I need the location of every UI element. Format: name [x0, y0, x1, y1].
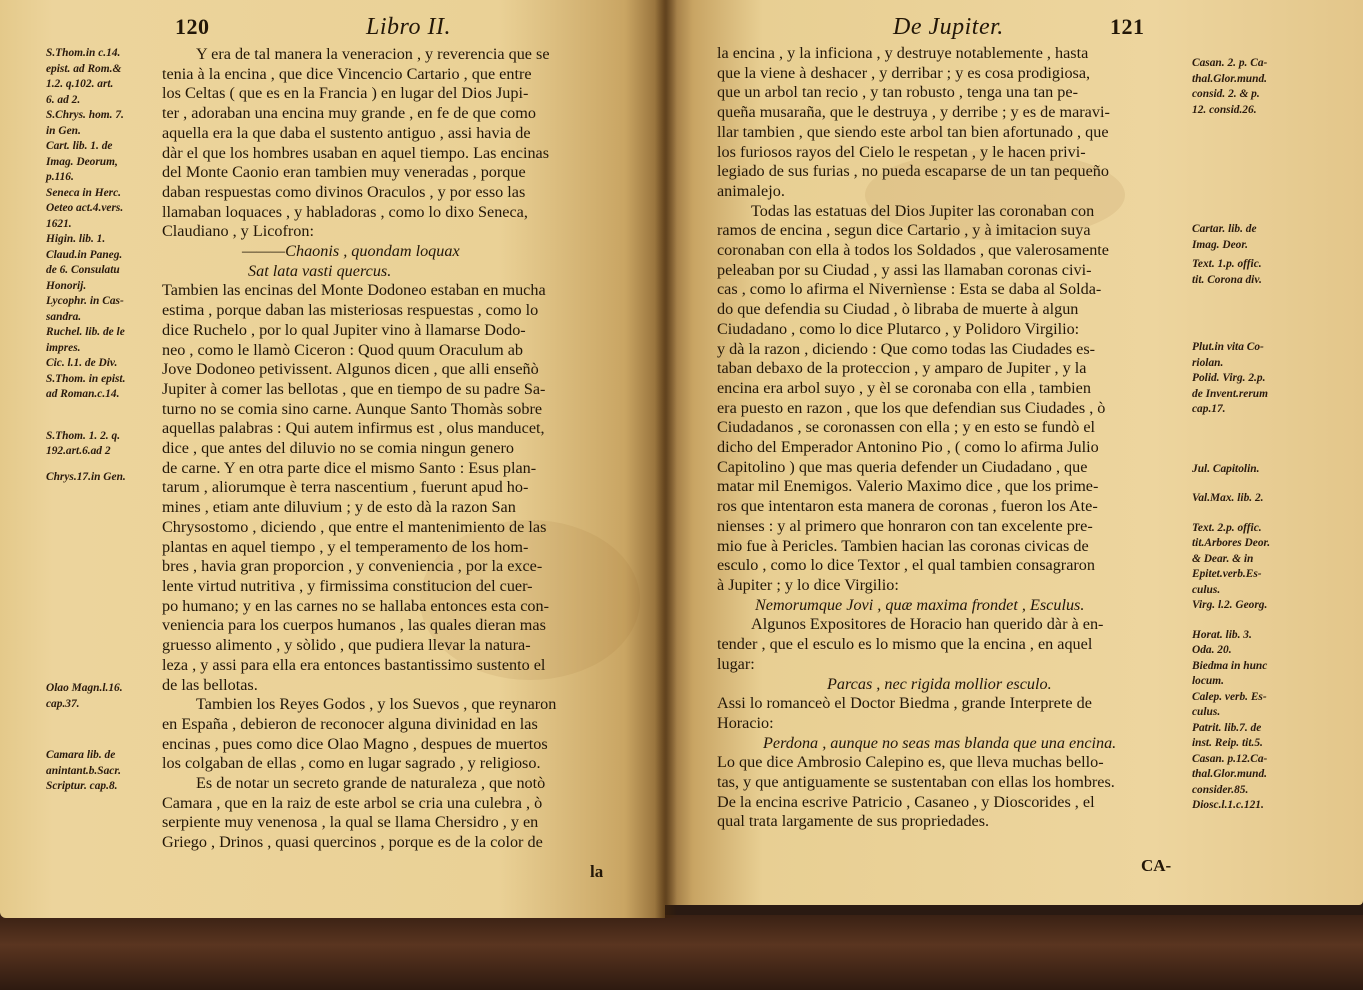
margin-note — [46, 356, 156, 372]
text-line: po humano; y en las carnes no se hallaba entonces esta con- — [162, 596, 550, 615]
margin-note-line: 1621. — [46, 217, 72, 230]
margin-note-line: sandra. — [46, 310, 82, 323]
text-line: ramos de encina , segun dice Cartario , y à imitacion suya — [717, 221, 1091, 240]
margin-note-line: Val.Max. lib. 2. — [1192, 492, 1264, 504]
text-line: queña musaraña, que le destruya , y derribe ; y es de maravi- — [717, 103, 1110, 122]
text-line: tender , que el esculo es lo mismo que la encina , en aquel — [717, 635, 1093, 654]
text-line: tarum , aliorumque è terra nascentium , fuerunt apud ho- — [162, 478, 529, 497]
right-body-text — [717, 44, 1187, 832]
margin-note-line: S.Thom. 1. 2. q. — [46, 429, 121, 442]
text-line: coronaban con ella à todos los Soldados , que valerosamente — [717, 241, 1109, 260]
text-line: mines , etiam ante diluvium ; y de esto dà la razon San — [162, 498, 516, 517]
text-line: turno no se comia sino carne. Aunque Santo Thomàs sobre — [162, 399, 543, 418]
text-line: era puesto en razon , que los que defendian sus Ciudades , ò — [717, 398, 1106, 417]
text-line: aquellas palabras : Qui autem infirmus est , olus manducet, — [162, 419, 545, 438]
margin-note — [46, 748, 156, 795]
margin-note — [1192, 491, 1304, 507]
margin-note-line: de 6. Consulatu — [46, 264, 120, 276]
text-line: legiado de sus furias , no pueda escaparse de un tan pequeño — [717, 162, 1109, 181]
margin-note — [46, 186, 156, 233]
margin-note-line: Horat. lib. 3. — [1192, 628, 1252, 641]
text-line: Camara , que en la raiz de este arbol se cria una culebra , ò — [162, 793, 543, 812]
margin-note-line: S.Thom. in epist. — [46, 372, 126, 385]
text-line: Chrysostomo , diciendo , que entre el mantenimiento de las — [162, 517, 547, 536]
text-line: dice , que antes del diluvio no se comia ningun genero — [162, 439, 514, 458]
text-line: taban debaxo de la proteccion , y amparo de Jupiter , y la — [717, 359, 1087, 378]
text-line: Sat lata vasti quercus. — [248, 261, 392, 280]
margin-note-line: culus. — [1192, 706, 1221, 718]
right-page-number — [1110, 14, 1145, 41]
margin-note-line: Cic. l.1. de Div. — [46, 357, 118, 369]
margin-note-line: consider.85. — [1192, 783, 1249, 796]
margin-note-line: tit.Arbores Deor. — [1192, 537, 1271, 549]
text-line: De la encina escrive Patricio , Casaneo , y Dioscorides , el — [717, 792, 1095, 811]
margin-note-line: Cart. lib. 1. de — [46, 140, 113, 152]
margin-note — [46, 108, 156, 139]
margin-note-line: Claud.in Paneg. — [46, 248, 123, 261]
margin-note-line: Oda. 20. — [1192, 644, 1232, 656]
text-line: ter , adoraban una encina muy grande , en fe de que como — [162, 104, 536, 123]
text-line: en España , debieron de reconocer alguna divinidad en las — [162, 714, 538, 733]
margin-note — [46, 248, 156, 295]
text-line: de carne. Y en otra parte dice el mismo Santo : Esus plan- — [162, 458, 537, 477]
text-line: Assi lo romanceò el Doctor Biedma , grande Interprete de — [717, 694, 1092, 713]
text-line: llar tambien , que siendo este arbol tan bien afortunado , que — [717, 122, 1109, 141]
margin-note-line: anintant.b.Sacr. — [46, 764, 122, 777]
text-line: serpiente muy venenosa , la qual se llama Chersidro , y en — [162, 813, 539, 832]
margin-note-line: Seneca in Herc. — [46, 186, 121, 199]
left-page-number — [175, 14, 210, 41]
text-line: estima , porque daban las misteriosas respuestas , como lo — [162, 301, 539, 320]
margin-note-line: tit. Corona div. — [1192, 273, 1262, 286]
text-line: Lo que dice Ambrosio Calepino es, que lleva muchas bello- — [717, 753, 1104, 772]
margin-note-line: 1.2. q.102. art. — [46, 78, 114, 90]
margin-note-line: thal.Glor.mund. — [1192, 72, 1268, 85]
margin-note-line: ad Roman.c.14. — [46, 388, 120, 400]
text-line: Ciudadanos , se coronassen con ella ; y en esto se fundò el — [717, 418, 1096, 437]
text-line: matar mil Enemigos. Valerio Maximo dice , que los prime- — [717, 477, 1099, 496]
margin-note — [46, 46, 156, 108]
margin-note — [1192, 340, 1304, 371]
margin-note-line: Patrit. lib.7. de — [1192, 721, 1262, 734]
text-line: daban respuestas como divinos Oraculos , y por esso las — [162, 182, 526, 201]
text-line: los Celtas ( que es en la Francia ) en lugar del Dios Jupi- — [162, 84, 529, 103]
text-line: Ciudadano , como lo dice Plutarco , y Polidoro Virgilio: — [717, 319, 1080, 338]
margin-note-line: Chrys.17.in Gen. — [46, 470, 126, 483]
text-line: lente virtud nutritiva , y firmissima constitucion del cuer- — [162, 576, 533, 595]
right-page — [665, 0, 1363, 905]
margin-note — [1192, 521, 1304, 599]
text-line: dicho del Emperador Antonino Pio , ( como lo afirma Julio — [717, 438, 1099, 457]
margin-note-line: cap.37. — [46, 697, 80, 710]
margin-note-line: Virg. l.2. Georg. — [1192, 599, 1268, 611]
margin-note-line: cap.17. — [1192, 403, 1226, 415]
margin-note-line: Casan. p.12.Ca- — [1192, 752, 1268, 765]
text-line: à Jupiter ; y lo dice Virgilio: — [717, 575, 899, 594]
left-margin-notes — [46, 46, 156, 795]
margin-note-line: 192.art.6.ad 2 — [46, 445, 111, 457]
text-line: tenia à la encina , que dice Vincencio Cartario , que entre — [162, 64, 532, 83]
margin-note-line: thal.Glor.mund. — [1192, 768, 1268, 780]
page-number: 120 — [175, 14, 210, 39]
left-running-head: Libro II. — [366, 14, 451, 40]
text-line: leza , y assi para ella era entonces bastantissimo sustento el — [162, 655, 546, 674]
margin-note — [46, 372, 156, 403]
margin-note-line: p.116. — [46, 171, 74, 183]
text-line: gruesso alimento , y sòlido , que pudiera llevar la natura- — [162, 636, 531, 655]
margin-note-line: Camara lib. de — [46, 749, 116, 761]
margin-note — [46, 429, 156, 460]
margin-note — [1192, 752, 1304, 799]
text-line: Jupiter à comer las bellotas , que en tiempo de su padre Sa- — [162, 379, 546, 398]
margin-note — [1192, 690, 1304, 721]
margin-note — [1192, 659, 1304, 690]
text-line: y dà la razon , diciendo : Que como todas las Ciudades es- — [717, 339, 1096, 358]
text-line: encinas , pues como dice Olao Magno , despues de muertos — [162, 734, 548, 753]
text-line: lugar: — [717, 654, 755, 673]
margin-note-line: 6. ad 2. — [46, 93, 81, 106]
margin-note-line: Plut.in vita Co- — [1192, 341, 1264, 353]
text-line: Todas las estatuas del Dios Jupiter las coronaban con — [751, 201, 1095, 220]
text-line: Capitolino ) que mas queria defender un Ciudadano , que — [717, 457, 1088, 476]
margin-note-line: Jul. Capitolin. — [1192, 462, 1260, 475]
text-line: Tambien los Reyes Godos , y los Suevos , que reynaron — [196, 695, 557, 714]
margin-note-line: Higin. lib. 1. — [46, 233, 106, 245]
table-surface — [0, 915, 1363, 990]
margin-note-line: S.Thom.in c.14. — [46, 47, 121, 59]
text-line: de las bellotas. — [162, 675, 258, 694]
margin-note-line: Diosc.l.1.c.121. — [1192, 799, 1264, 811]
margin-note-line: Biedma in hunc — [1192, 659, 1268, 672]
margin-note-line: Cartar. lib. de — [1192, 223, 1257, 235]
margin-note-line: Scriptur. cap.8. — [46, 780, 118, 792]
margin-note-line: impres. — [46, 341, 81, 354]
margin-note-line: Casan. 2. p. Ca- — [1192, 57, 1268, 69]
margin-note — [46, 232, 156, 248]
book-gutter — [655, 0, 677, 918]
margin-note-line: Ruchel. lib. de le — [46, 326, 125, 338]
text-line: mio fue à Pericles. Tambien hacian las coronas civicas de — [717, 536, 1089, 555]
text-line: dice Ruchelo , por lo qual Jupiter vino à llamarse Dodo- — [162, 320, 526, 339]
margin-note-line: culus. — [1192, 583, 1221, 596]
margin-note — [1192, 222, 1304, 253]
text-line: nienses : y al primero que honraron con tan excelente pre- — [717, 516, 1093, 535]
margin-note-line: Honorij. — [46, 279, 87, 292]
text-line: animalejo. — [717, 181, 785, 200]
text-line: Jove Dodoneo petivissent. Algunos dicen , que alli enseñò — [162, 360, 539, 379]
margin-note-line: 12. consid.26. — [1192, 103, 1257, 116]
margin-note-line: S.Chrys. hom. 7. — [46, 109, 124, 121]
margin-note — [1192, 462, 1304, 478]
margin-note — [46, 139, 156, 186]
text-line: que un arbol tan recio , y tan robusto , tenga una tan pe- — [717, 83, 1078, 102]
text-line: ———Chaonis , quondam loquax — [242, 242, 460, 261]
margin-note-line: Imag. Deor. — [1192, 238, 1249, 251]
margin-note-line: riolan. — [1192, 356, 1224, 369]
margin-note-line: Oeteo act.4.vers. — [46, 202, 124, 214]
margin-note — [46, 325, 156, 356]
margin-note-line: Text. 2.p. offic. — [1192, 521, 1262, 534]
text-line: cas , como lo afirma el Nivernìense : Esta se daba al Solda- — [717, 280, 1102, 299]
text-line: neo , como le llamò Ciceron : Quod quum Oraculum ab — [162, 340, 523, 359]
text-line: peleaban por su Ciudad , y assi las llamaban coronas civi- — [717, 260, 1092, 279]
text-line: llamaban loquaces , y habladoras , como lo dixo Seneca, — [162, 202, 528, 221]
margin-note — [46, 681, 156, 712]
text-line: bres , havia gran proporcion , y conveniencia , por la exce- — [162, 557, 543, 576]
text-line: los furiosos rayos del Cielo le respetan , y le hacen privi- — [717, 142, 1086, 161]
text-line: Griego , Drinos , quasi quercinos , porque es de la color de — [162, 833, 543, 852]
text-line: los colgaban de ellas , como en lugar sagrado , y religioso. — [162, 754, 541, 773]
margin-note-line: Lycophr. in Cas- — [46, 295, 124, 307]
text-line: Es de notar un secreto grande de naturaleza , que notò — [196, 774, 546, 793]
margin-note — [1192, 798, 1304, 814]
margin-note-line: Calep. verb. Es- — [1192, 690, 1267, 703]
text-line: Tambien las encinas del Monte Dodoneo estaban en mucha — [162, 281, 546, 300]
margin-note — [1192, 371, 1304, 418]
margin-note — [1192, 598, 1304, 614]
margin-note-line: & Dear. & in — [1192, 552, 1254, 565]
margin-note — [1192, 56, 1304, 118]
margin-note-line: epist. ad Rom.& — [46, 62, 122, 75]
left-body-text — [162, 45, 624, 853]
text-line: aquella era la que daba el sustento antiguo , assi havia de — [162, 123, 531, 142]
text-line: Horacio: — [717, 713, 774, 732]
margin-note — [46, 294, 156, 325]
text-line: la encina , y la inficiona , y destruye notablemente , hasta — [717, 44, 1089, 62]
margin-note-line: inst. Reip. tit.5. — [1192, 737, 1263, 749]
right-margin-notes — [1192, 56, 1304, 814]
text-line: Algunos Expositores de Horacio han querido dàr à en- — [751, 615, 1104, 634]
margin-note — [1192, 628, 1304, 659]
margin-note-line: Olao Magn.l.16. — [46, 682, 123, 694]
text-line: encina era arbol suyo , y èl se coronaba con ella , tambien — [717, 378, 1091, 397]
right-running-head: De Jupiter. — [893, 14, 1004, 40]
margin-note-line: consid. 2. & p. — [1192, 88, 1260, 100]
text-line: veniencia para los cuerpos humanos , las quales dieran mas — [162, 616, 546, 635]
left-page — [0, 0, 665, 918]
margin-note-line: de Invent.rerum — [1192, 387, 1268, 400]
margin-note-line: locum. — [1192, 675, 1224, 687]
text-line: Y era de tal manera la veneracion , y reverencia que se — [196, 45, 550, 63]
margin-note-line: Imag. Deorum, — [46, 155, 118, 168]
text-line: Perdona , aunque no seas mas blanda que una encina. — [763, 733, 1117, 752]
text-line: Parcas , nec rigida mollior esculo. — [827, 674, 1052, 693]
text-line: que la viene à deshacer , y derribar ; y es cosa prodigiosa, — [717, 63, 1091, 82]
margin-note — [1192, 257, 1304, 288]
text-line: qual trata largamente de sus propriedades. — [717, 812, 990, 831]
margin-note — [1192, 721, 1304, 752]
text-line: ros que intentaron esta manera de coronas , fueron los Ate- — [717, 497, 1098, 516]
margin-note-line: Epitet.verb.Es- — [1192, 568, 1262, 580]
right-catchword: CA- — [1141, 856, 1172, 875]
text-line: Claudiano , y Licofron: — [162, 222, 314, 241]
margin-note-line: Text. 1.p. offic. — [1192, 258, 1262, 270]
left-catchword: la — [590, 862, 604, 881]
text-line: dàr el que los hombres usaban en aquel tiempo. Las encinas — [162, 143, 550, 162]
margin-note-line: in Gen. — [46, 124, 81, 137]
page-number: 121 — [1110, 14, 1145, 39]
text-line: tas, y que antiguamente se sustentaban con ellas los hombres. — [717, 773, 1115, 792]
text-line: esculo , como lo dice Textor , el qual tambien consagraron — [717, 556, 1095, 575]
text-line: do que defendia su Ciudad , ò libraba de muerte à algun — [717, 300, 1079, 319]
text-line: Nemorumque Jovi , quæ maxima frondet , Esculus. — [755, 595, 1085, 614]
text-line: del Monte Caonio eran tambien muy veneradas , porque — [162, 163, 526, 182]
text-line: plantas en aquel tiempo , y el temperamento de los hom- — [162, 537, 529, 556]
margin-note-line: Polid. Virg. 2.p. — [1192, 372, 1266, 384]
margin-note — [46, 470, 156, 486]
